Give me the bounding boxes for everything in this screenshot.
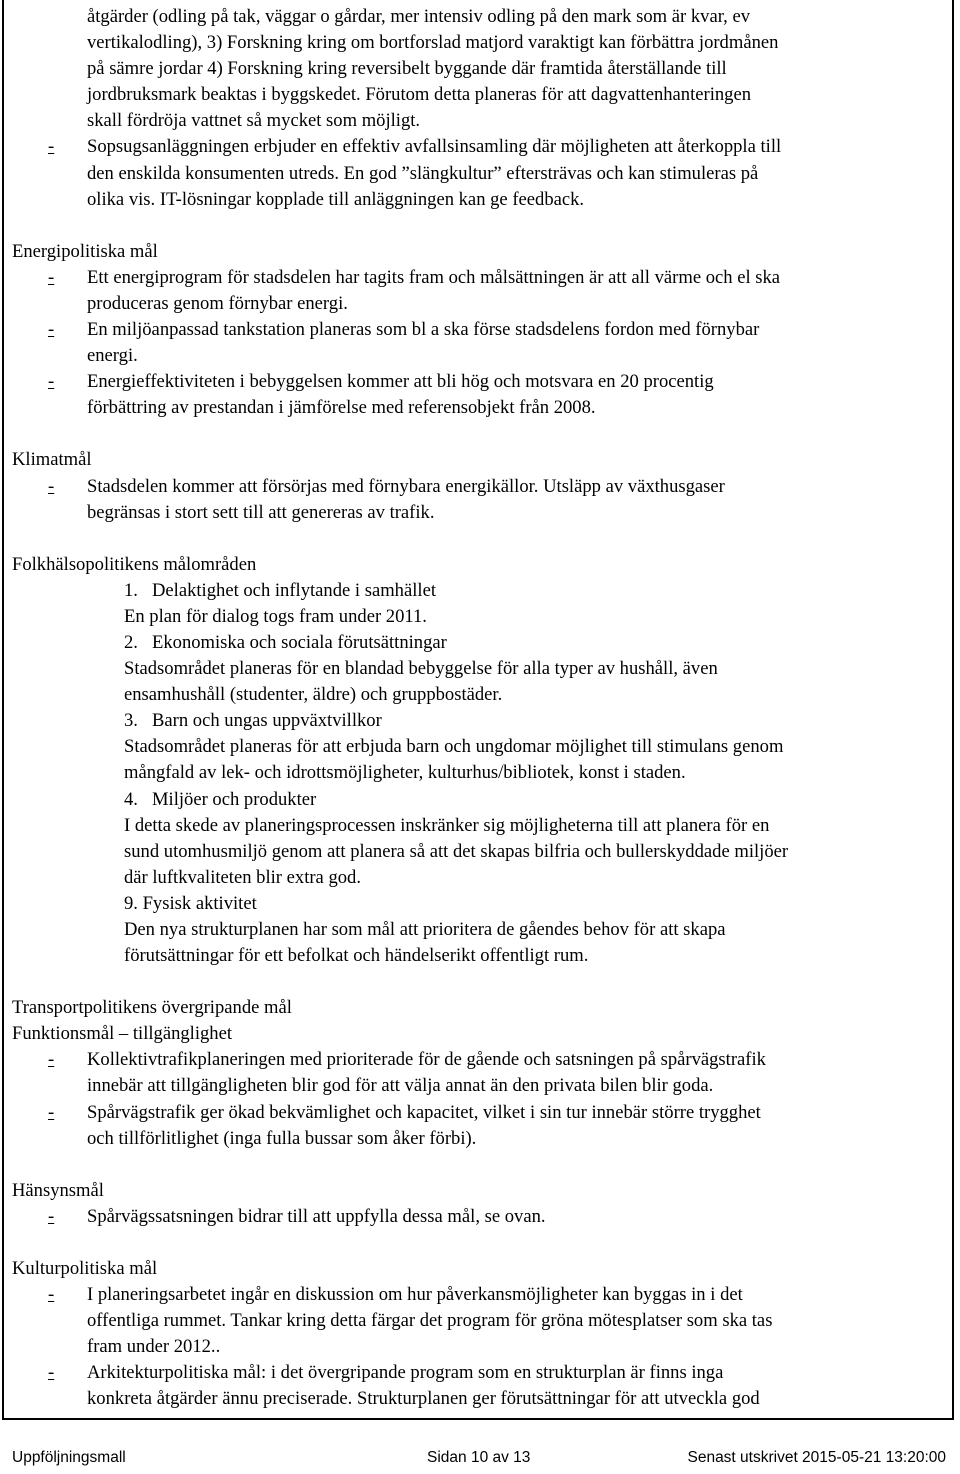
text-line: mångfald av lek- och idrottsmöjligheter, kulturhus/bibliotek, konst i staden.: [124, 762, 686, 784]
bullet-dash: -: [48, 371, 55, 393]
bullet-transport-2: [12, 1100, 947, 1152]
text-line: där luftkvaliteten blir extra god.: [124, 866, 361, 888]
text-line: Stadsområdet planeras för en blandad bebyggelse för alla typer av hushåll, även: [124, 658, 718, 680]
text-line: En miljöanpassad tankstation planeras som bl a ska förse stadsdelens fordon med förnybar: [87, 319, 760, 341]
text-line: Energieffektiviteten i bebyggelsen kommer att bli hög och motsvara en 20 procentig: [87, 371, 714, 393]
text-line: och tillförlitlighet (inga fulla bussar som åker förbi).: [87, 1127, 477, 1149]
bullet-dash: -: [48, 1362, 55, 1384]
text-line: sund utomhusmiljö genom att planera så att det skapas bilfria och bullerskyddade miljöer: [124, 840, 789, 862]
text-line: olika vis. IT-lösningar kopplade till anläggningen kan ge feedback.: [87, 188, 585, 210]
heading-klimat: Klimatmål: [12, 449, 92, 471]
bullet-dash: -: [48, 1205, 55, 1227]
text-line: förbättring av prestandan i jämförelse med referensobjekt från 2008.: [87, 397, 596, 419]
bullet-kultur-1: [12, 1282, 947, 1360]
list-item: [12, 787, 947, 891]
item-number: 1.: [124, 579, 138, 601]
item-number: 2.: [124, 631, 138, 653]
footer-printed-date: Senast utskrivet 2015-05-21 13:20:00: [687, 1449, 946, 1466]
bullet-dash: -: [48, 136, 55, 158]
bullet-sopsug: [12, 134, 947, 212]
list-item: [12, 708, 947, 786]
heading-kultur: Kulturpolitiska mål: [12, 1257, 158, 1279]
intro-paragraph: [12, 4, 947, 134]
bullet-energi-3: [12, 369, 947, 421]
text-line: Spårvägssatsningen bidrar till att uppfylla dessa mål, se ovan.: [87, 1205, 546, 1227]
bullet-dash: -: [48, 1101, 55, 1123]
bullet-dash: -: [48, 266, 55, 288]
item-title: Barn och ungas uppväxtvillkor: [152, 710, 382, 732]
text-line: offentliga rummet. Tankar kring detta färgar det program för gröna mötesplatser som ska tas: [87, 1310, 773, 1332]
text-line: I detta skede av planeringsprocessen inskränker sig möjligheterna till att planera för en: [124, 814, 770, 836]
item-title: Ekonomiska och sociala förutsättningar: [152, 631, 447, 653]
text-line: En plan för dialog togs fram under 2011.: [124, 605, 427, 627]
text-line: Den nya strukturplanen har som mål att prioritera de gåendes behov för att skapa: [124, 919, 726, 940]
document-body: [12, 4, 947, 1413]
text-line: innebär att tillgängligheten blir god för att välja annat än den privata bilen blir goda.: [87, 1075, 714, 1097]
text-line: förutsättningar för ett befolkat och händelserikt offentligt rum.: [124, 945, 589, 967]
text-line: Ett energiprogram för stadsdelen har tagits fram och målsättningen är att all värme och el ska: [87, 266, 781, 288]
heading-energi: Energipolitiska mål: [12, 240, 158, 262]
text-line: åtgärder (odling på tak, väggar o gårdar, mer intensiv odling på den mark som är kvar, ev: [87, 6, 751, 27]
bullet-hansyn-1: [12, 1204, 947, 1230]
item-title: 9. Fysisk aktivitet: [124, 892, 257, 914]
heading-hansyn: Hänsynsmål: [12, 1179, 104, 1201]
item-number: 3.: [124, 710, 138, 732]
bullet-dash: -: [48, 319, 55, 341]
text-line: jordbruksmark beaktas i byggskedet. Förutom detta planeras för att dagvattenhanteringen: [87, 84, 752, 106]
footer-template-name: Uppföljningsmall: [12, 1449, 126, 1466]
bullet-energi-1: [12, 265, 947, 317]
footer-page-number: Sidan 10 av 13: [427, 1449, 531, 1466]
text-line: på sämre jordar 4) Forskning kring reversibelt byggande där framtida återställande till: [87, 58, 727, 80]
bullet-dash: -: [48, 1284, 55, 1306]
text-line: I planeringsarbetet ingår en diskussion om hur påverkansmöjligheter kan byggas in i det: [87, 1284, 743, 1306]
text-line: fram under 2012..: [87, 1336, 221, 1358]
text-line: skall fördröja vattnet så mycket som möjligt.: [87, 110, 421, 132]
text-line: Kollektivtrafikplaneringen med prioriterade för de gående och satsningen på spårvägstrafik: [87, 1049, 766, 1071]
text-line: produceras genom förnybar energi.: [87, 292, 348, 314]
item-title: Miljöer och produkter: [152, 788, 317, 810]
text-line: Stadsdelen kommer att försörjas med förnybara energikällor. Utsläpp av växthusgaser: [87, 475, 725, 497]
list-item: [12, 630, 947, 708]
bullet-klimat-1: [12, 474, 947, 526]
bullet-transport-1: [12, 1047, 947, 1099]
bullet-dash: -: [48, 1049, 55, 1071]
text-line: vertikalodling), 3) Forskning kring om bortforslad matjord varaktigt kan förbättra jordmånen: [87, 32, 779, 54]
text-line: Stadsområdet planeras för att erbjuda barn och ungdomar möjlighet till stimulans genom: [124, 736, 784, 758]
heading-transport: Transportpolitikens övergripande mål: [12, 997, 292, 1019]
text-line: Arkitekturpolitiska mål: i det övergripande program som en strukturplan är finns inga: [87, 1362, 724, 1384]
text-line: konkreta åtgärder ännu preciserade. Strukturplanen ger förutsättningar för att utveckla god: [87, 1388, 760, 1410]
text-line: Sopsugsanläggningen erbjuder en effektiv avfallsinsamling där möjligheten att återkoppla till: [87, 136, 782, 158]
bullet-kultur-2: [12, 1360, 947, 1412]
bullet-energi-2: [12, 317, 947, 369]
text-line: begränsas i stort sett till att genereras av trafik.: [87, 501, 435, 523]
page-footer: [12, 1449, 952, 1469]
text-line: energi.: [87, 345, 138, 367]
item-number: 4.: [124, 788, 138, 810]
text-line: Spårvägstrafik ger ökad bekvämlighet och kapacitet, vilket i sin tur innebär större trygghet: [87, 1101, 761, 1123]
item-title: Delaktighet och inflytande i samhället: [152, 579, 436, 601]
heading-folkhalsa: Folkhälsopolitikens målområden: [12, 553, 257, 575]
text-line: den enskilda konsumenten utreds. En god ”slängkultur” eftersträvas och kan stimuleras på: [87, 162, 759, 184]
subheading-transport: Funktionsmål – tillgänglighet: [12, 1023, 233, 1045]
bullet-dash: -: [48, 475, 55, 497]
list-item: [12, 891, 947, 969]
list-item: [12, 578, 947, 630]
text-line: ensamhushåll (studenter, äldre) och gruppbostäder.: [124, 684, 503, 706]
